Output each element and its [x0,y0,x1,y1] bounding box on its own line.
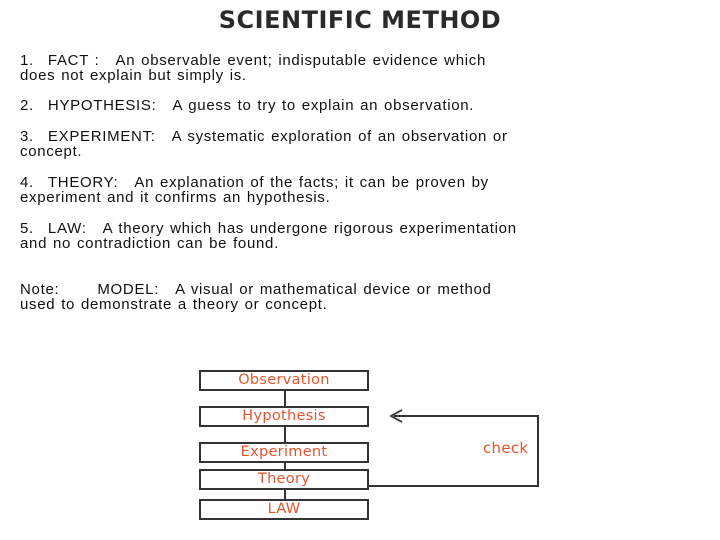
definition-text-continued: does not explain but simply is. [20,67,247,84]
step-observation: Observation [199,370,369,391]
step-experiment: Experiment [199,442,369,463]
connector-line [284,427,286,442]
definition-text: A guess to try to explain an observation. [172,97,475,114]
definition-text: An observable event; indisputable evidence which [115,52,487,69]
arrow-left-icon [389,409,405,423]
connector-line [284,490,286,499]
definition-text-continued: experiment and it confirms an hypothesis. [20,189,331,206]
check-loop-vertical-line [537,415,539,487]
definition-text: A systematic exploration of an observation or [171,128,508,145]
note-model [20,282,710,312]
definition-term: LAW: [47,220,87,237]
page-title: SCIENTIFIC METHOD [218,6,502,34]
definition-term: THEORY: [47,174,119,191]
definition-text: An explanation of the facts; it can be proven by [134,174,489,191]
definition-term: HYPOTHESIS: [47,97,157,114]
definition-text-continued: concept. [20,143,83,160]
definition-number: 2. [20,97,34,114]
connector-line [284,391,286,406]
definition-number: 4. [20,174,34,191]
definition-law [20,221,710,251]
step-law: LAW [199,499,369,520]
check-loop-bottom-line [369,485,539,487]
definition-number: 3. [20,128,34,145]
definition-term: EXPERIMENT: [47,128,156,145]
step-theory: Theory [199,469,369,490]
definition-experiment [20,129,710,159]
definition-number: 5. [20,220,34,237]
definition-text-continued: and no contradiction can be found. [20,235,279,252]
note-text-continued: used to demonstrate a theory or concept. [20,296,328,313]
definition-term: FACT : [47,52,100,69]
check-label: check [483,439,529,457]
note-text: A visual or mathematical device or method [175,281,492,298]
definition-text: A theory which has undergone rigorous experimentation [102,220,517,237]
note-term: MODEL: [97,281,160,298]
definition-hypothesis [20,98,710,113]
check-loop-top-line [394,415,539,417]
definition-fact [20,53,710,83]
step-hypothesis: Hypothesis [199,406,369,427]
definition-theory [20,175,710,205]
definition-number: 1. [20,52,34,69]
note-label: Note: [20,281,60,298]
